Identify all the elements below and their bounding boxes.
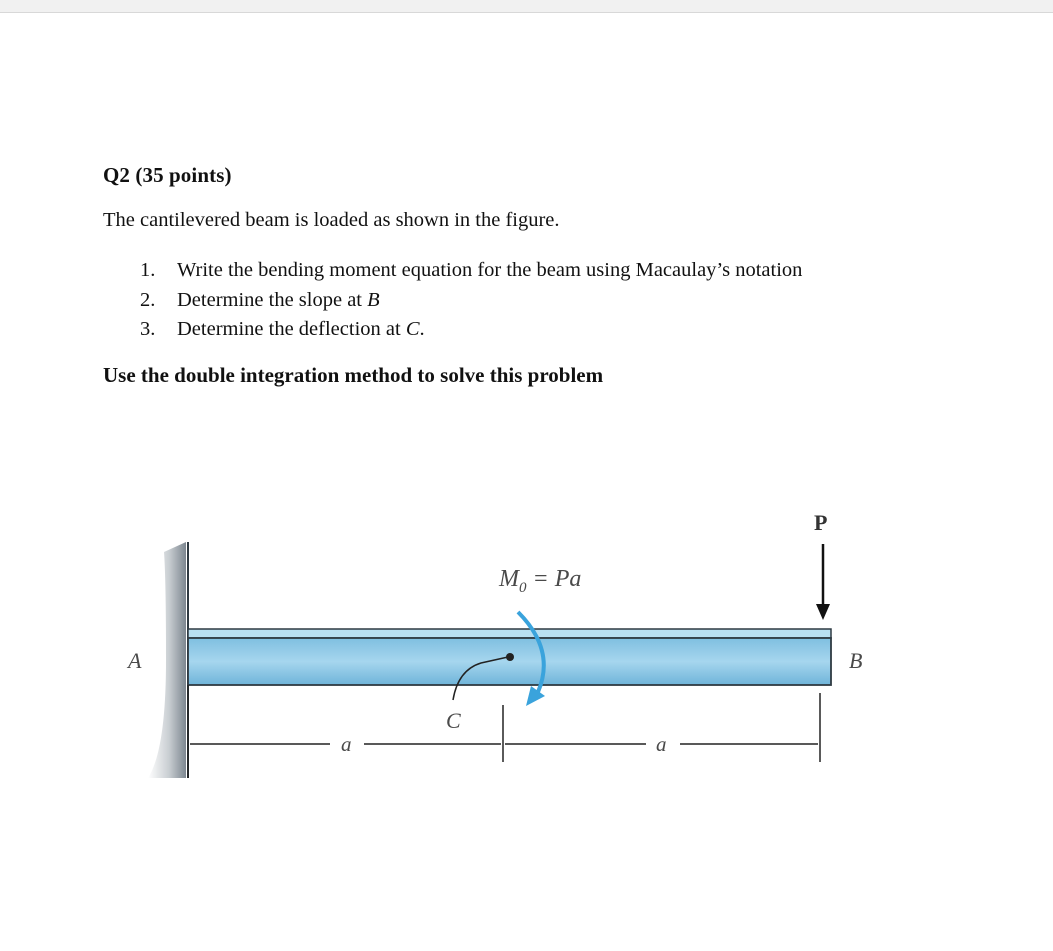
- moment-value: = Pa: [526, 566, 582, 592]
- task-item: [140, 315, 802, 345]
- beam-body: [188, 638, 831, 685]
- moment-arrowhead: [526, 686, 545, 706]
- task-variable: C: [405, 318, 420, 340]
- method-instruction: Use the double integration method to solve this problem: [103, 363, 604, 387]
- label-c-point: C: [446, 708, 461, 733]
- label-b-end: B: [849, 648, 863, 673]
- task-suffix: .: [419, 318, 425, 340]
- label-span-right: a: [656, 732, 667, 756]
- load-arrowhead: [816, 604, 830, 620]
- task-number: 1.: [140, 259, 156, 281]
- task-text-body: Determine the deflection at: [177, 318, 406, 340]
- task-number: 2.: [140, 288, 156, 311]
- task-list: [140, 256, 802, 345]
- point-c-marker: [506, 653, 514, 661]
- beam-figure: [108, 500, 868, 785]
- question-intro: The cantilevered beam is loaded as shown in the figure.: [103, 209, 560, 231]
- task-text: Write the bending moment equation for the beam using Macaulay’s notation: [177, 259, 803, 281]
- label-span-left: a: [341, 732, 352, 756]
- task-text: [177, 286, 380, 316]
- label-load-p: P: [814, 510, 828, 535]
- task-item: [140, 256, 802, 286]
- task-number: 3.: [140, 318, 156, 340]
- moment-subscript: 0: [519, 580, 527, 596]
- question-title: Q2 (35 points): [103, 163, 232, 187]
- task-text: [177, 315, 425, 345]
- moment-symbol: M: [499, 566, 519, 592]
- task-text-body: Determine the slope at: [177, 288, 368, 311]
- beam-diagram: [108, 500, 868, 785]
- task-variable: B: [367, 288, 380, 311]
- label-a-end: A: [128, 648, 142, 673]
- beam-top-flange: [188, 629, 831, 638]
- fixed-support-wall: [148, 542, 186, 778]
- top-toolbar-strip: [0, 0, 1053, 13]
- label-moment: [498, 566, 581, 596]
- task-item: [140, 286, 802, 316]
